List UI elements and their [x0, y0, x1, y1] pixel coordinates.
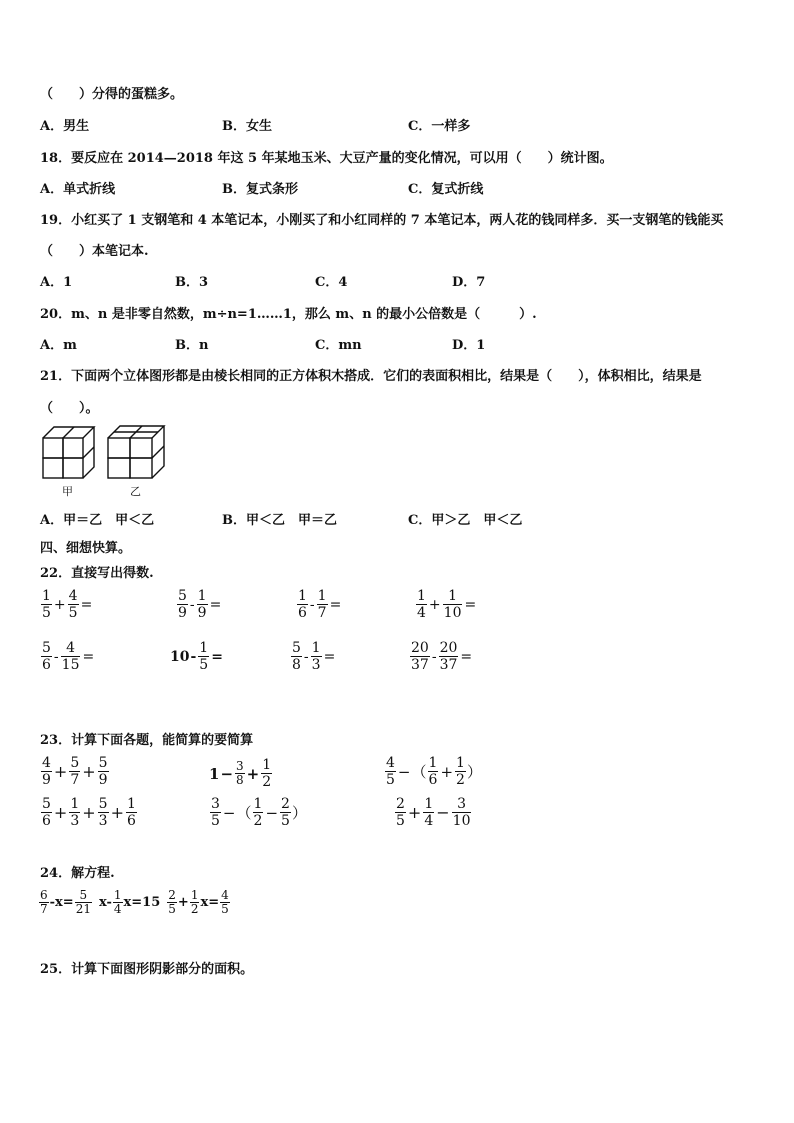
q22-expr-8: $\frac{20}{37}$ - $\frac{20}{37}$ = [411, 640, 473, 673]
question-21-line1: 21．下面两个立体图形都是由棱长相同的正方体积木搭成．它们的表面积相比，结果是（ ），体积相比，结果是 [40, 369, 702, 384]
q23-expr-1: $\frac{4}{9}$ + $\frac{5}{7}$ + $\frac{5}{9}$ [42, 755, 108, 788]
q23-expr-3: $\frac{4}{5}$ − （ $\frac{1}{6}$ + $\frac{1}{2}$ ） [386, 755, 482, 788]
question-22-title: 22．直接写出得数. [40, 566, 154, 581]
question-19-line2: （ ）本笔记本. [40, 244, 149, 259]
q20-option-b: B．n [175, 338, 209, 353]
q23-expr-4: $\frac{5}{6}$ + $\frac{1}{3}$ + $\frac{5}{3}$ + $\frac{1}{6}$ [42, 796, 136, 829]
question-23-title: 23．计算下面各题，能简算的要简算 [40, 733, 254, 748]
question-18: 18．要反应在 2014—2018 年这 5 年某地玉米、大豆产量的变化情况，可以用（ ）统计图。 [40, 151, 613, 166]
q22-expr-3: $\frac{1}{6}$ - $\frac{1}{7}$ = [298, 588, 342, 621]
question-24-title: 24．解方程. [40, 866, 115, 881]
q21-option-a: A．甲＝乙 甲＜乙 [40, 513, 155, 528]
q19-option-a: A．1 [40, 275, 73, 290]
q23-expr-5: $\frac{3}{5}$ − （ $\frac{1}{2}$ − $\frac{2}{5}$ ） [211, 796, 307, 829]
q22-expr-1: $\frac{1}{5}$ + $\frac{4}{5}$ = [42, 588, 93, 621]
q22-expr-5: $\frac{5}{6}$ - $\frac{4}{15}$ = [42, 640, 95, 673]
q22-expr-4: $\frac{1}{4}$ + $\frac{1}{10}$ = [417, 588, 477, 621]
figure-jia [43, 427, 94, 478]
question-20: 20．m、n 是非零自然数，m÷n=1……1，那么 m、n 的最小公倍数是（ ）. [40, 307, 537, 322]
cube-figures [38, 420, 178, 502]
q18-option-a: A．单式折线 [40, 182, 116, 197]
figure-yi [108, 426, 164, 478]
q22-expr-6: 10 - $\frac{1}{5}$ = [170, 640, 223, 673]
question-25-title: 25．计算下面图形阴影部分的面积。 [40, 962, 254, 977]
question-21-line2: （ ）。 [40, 401, 99, 416]
question-19-line1: 19．小红买了 1 支钢笔和 4 本笔记本，小刚买了和小红同样的 7 本笔记本，两人花的钱同样多．买一支钢笔的钱能买 [40, 213, 724, 228]
q18-option-b: B．复式条形 [222, 182, 298, 197]
option-b: B．女生 [222, 119, 272, 134]
label-jia: 甲 [62, 485, 73, 498]
q19-option-b: B．3 [175, 275, 209, 290]
q20-option-c: C．mn [315, 338, 362, 353]
q20-option-a: A．m [40, 338, 77, 353]
q23-expr-6: $\frac{2}{5}$ + $\frac{1}{4}$ − $\frac{3}{10}$ [396, 796, 471, 829]
label-yi: 乙 [130, 485, 141, 498]
q19-option-c: C．4 [315, 275, 348, 290]
q19-option-d: D．7 [452, 275, 486, 290]
option-c: C．一样多 [408, 119, 471, 134]
q21-option-b: B．甲＜乙 甲＝乙 [222, 513, 337, 528]
question-text: （ ）分得的蛋糕多。 [40, 87, 184, 102]
q21-option-c: C．甲＞乙 甲＜乙 [408, 513, 523, 528]
section-heading: 四、细想快算。 [40, 541, 132, 556]
option-a: A．男生 [40, 119, 90, 134]
q20-option-d: D．1 [452, 338, 486, 353]
q22-expr-2: $\frac{5}{9}$ - $\frac{1}{9}$ = [178, 588, 222, 621]
q23-expr-2: 1 − $\frac{3}{8}$ + $\frac{1}{2}$ [209, 757, 272, 790]
q18-option-c: C．复式折线 [408, 182, 484, 197]
q22-expr-7: $\frac{5}{8}$ - $\frac{1}{3}$ = [292, 640, 336, 673]
q24-equations: $\frac{6}{7}$ -x= $\frac{5}{21}$ x- $\frac{1}{4}$ x=15 $\frac{2}{5}$ + $\frac{1}{2}$ x= $\frac{4}{5}$ [40, 888, 229, 916]
